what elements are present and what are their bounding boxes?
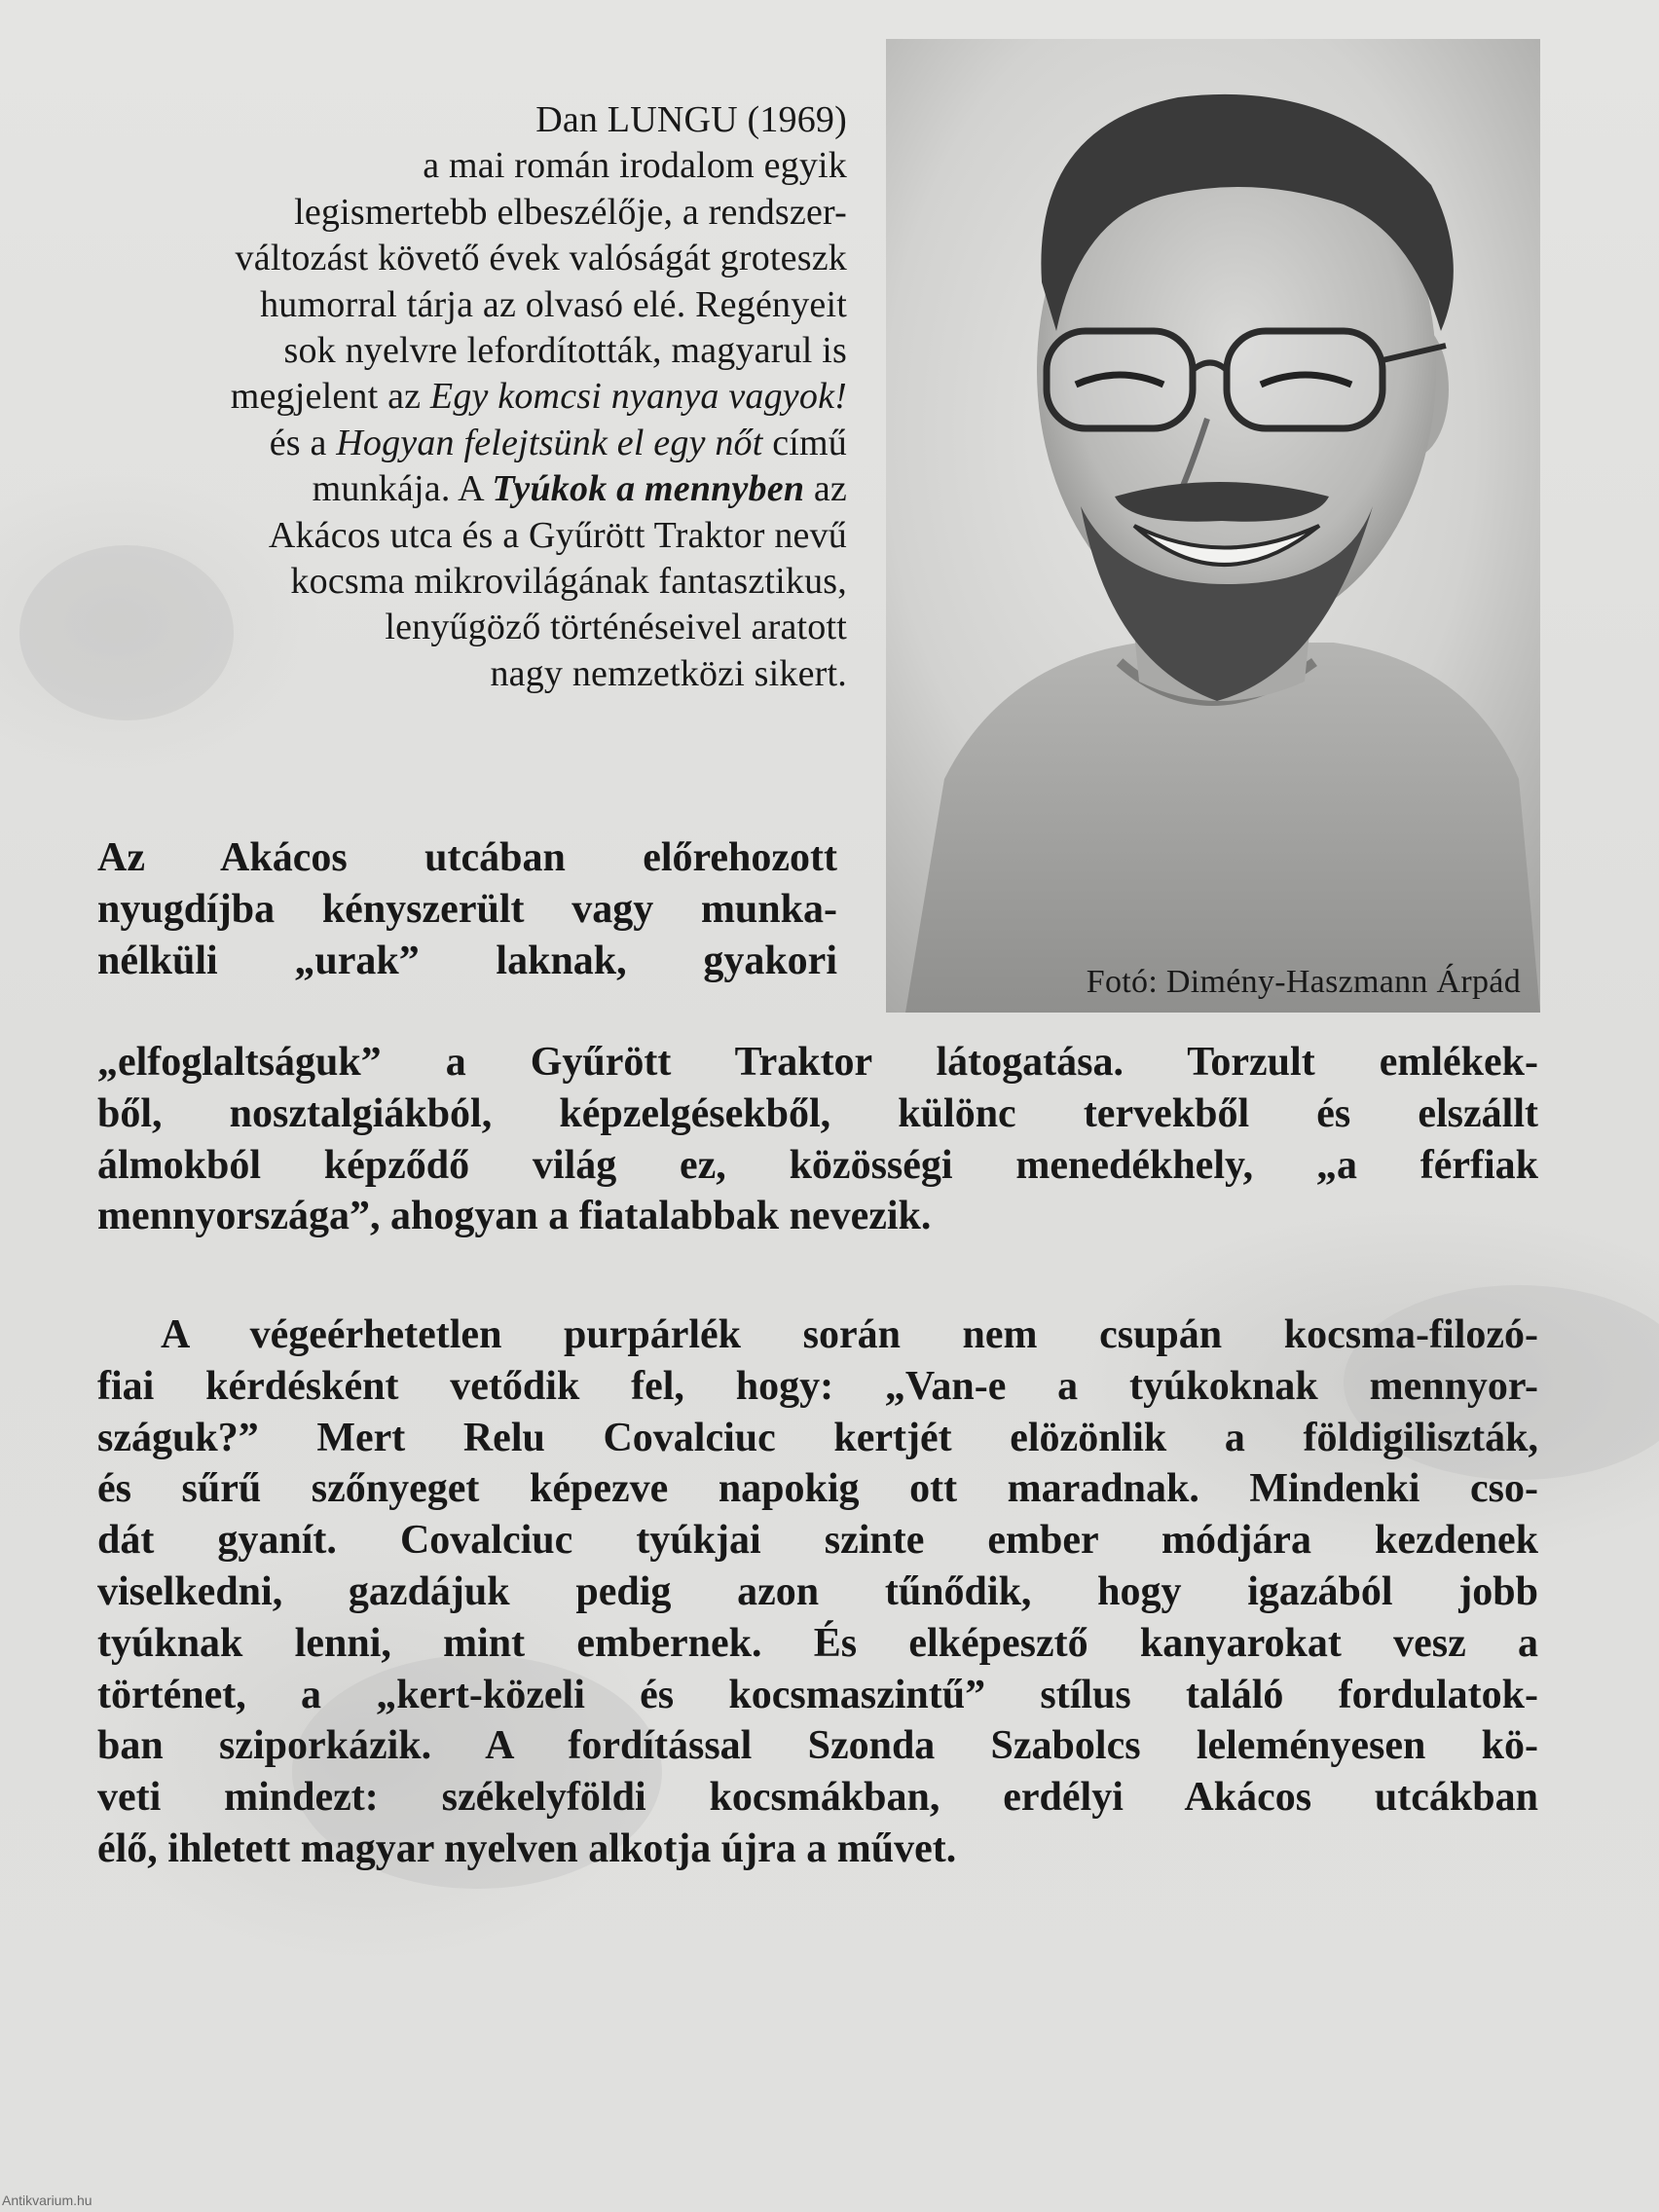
watermark: Antikvarium.hu [2,2193,92,2208]
text-line: álmokból képződő világ ez, közösségi menedékhely, „a férfiak [97,1142,1538,1188]
description-paragraph-1 [97,1037,1538,1242]
text-line: veti mindezt: székelyföldi kocsmákban, erdélyi Akácos utcákban [97,1775,1538,1821]
text-line: ből, nosztalgiákból, képzelgésekből, különc tervekből és elszállt [97,1090,1538,1136]
photo-caption: Fotó: Dimény-Haszmann Árpád [1086,964,1521,1000]
text-line: fiai kérdésként vetődik fel, hogy: „Van-e a tyúkoknak mennyor- [97,1363,1538,1409]
bio-line: kocsma mikrovilágának fantasztikus, [290,561,847,603]
bio-text: és a [269,422,327,463]
book-title-1: Egy komcsi nyanya vagyok! [429,376,847,418]
book-title-main: Tyúkok a mennyben [492,468,805,510]
text-line: „elfoglaltságuk” a Gyűrött Traktor látogatása. Torzult emlékek- [97,1040,1538,1085]
bio-line: nagy nemzetközi sikert. [490,652,847,694]
text-line: tyúknak lenni, mint embernek. És elképesztő kanyarokat vesz a [97,1620,1538,1666]
bio-line: humorral tárja az olvasó elé. Regényeit [260,283,847,325]
text-line: történet, a „kert-közeli és kocsmaszintű” stílus találó fordulatok- [97,1672,1538,1717]
description-paragraph-2 [97,1309,1538,1875]
bio-text: című [772,422,847,463]
bio-line [88,421,847,466]
book-title-2: Hogyan felejtsünk el egy nőt [336,422,763,463]
text-line: élő, ihletett magyar nyelven alkotja újra a művet. [97,1825,957,1871]
portrait-illustration [886,39,1540,1013]
text-line: viselkedni, gazdájuk pedig azon tűnődik, hogy igazából jobb [97,1568,1538,1614]
bio-line: változást követő évek valóságát groteszk [235,238,847,279]
text-line: A végeérhetetlen purpárlék során nem csupán kocsma-filozó- [161,1312,1538,1357]
bio-line: lenyűgöző történéseivel aratott [385,607,847,648]
text-line: száguk?” Mert Relu Covalciuc kertjét elözönlik a földigiliszták, [97,1415,1538,1460]
text-line: dát gyanít. Covalciuc tyúkjai szinte ember módjára kezdenek [97,1518,1538,1564]
text-line: ban sziporkázik. A fordítással Szonda Szabolcs leleményesen kö- [97,1723,1538,1769]
text-line: nélküli „urak” laknak, gyakori [97,938,837,983]
bio-text: megjelent az [230,376,422,418]
bio-line: legismertebb elbeszélője, a rendszer- [294,191,847,233]
text-line: Az Akácos utcában előrehozott [97,835,837,880]
bio-text: az [813,468,847,510]
text-line: mennyországa”, ahogyan a fiatalabbak nevezik. [97,1194,932,1239]
author-photo [886,39,1540,1013]
bio-text: munkája. A [312,468,483,510]
bio-line: Dan LUNGU (1969) [535,99,847,140]
text-line: és sűrű szőnyeget képezve napokig ott maradnak. Mindenki cso- [97,1466,1538,1512]
bio-line: sok nyelvre lefordították, magyarul is [283,330,847,372]
bio-line [88,466,847,512]
author-bio [88,97,847,697]
bio-line: a mai román irodalom egyik [423,145,847,187]
bio-line: Akácos utca és a Gyűrött Traktor nevű [268,514,847,556]
bio-line [88,374,847,420]
description-intro [97,832,837,986]
text-line: nyugdíjba kényszerült vagy munka- [97,886,837,932]
